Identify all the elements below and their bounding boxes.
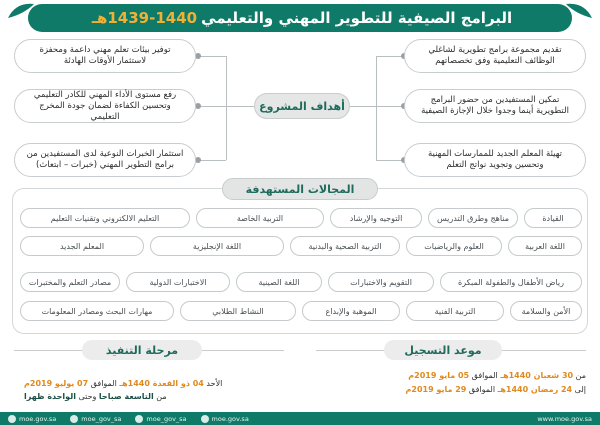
execution-title: مرحلة التنفيذ [82, 340, 202, 360]
registration-end-greg: 29 مايو 2019م [405, 385, 467, 394]
execution-from-label: من [156, 392, 167, 401]
objective-left-1: توفير بيئات تعلم مهني داعمة ومحفزة لاستثمار الأوقات الهادئة [14, 39, 196, 73]
registration-start-line [408, 370, 586, 381]
connector-line [226, 56, 227, 160]
field-chip: مناهج وطرق التدريس [428, 208, 518, 228]
field-chip: المعلم الجديد [20, 236, 144, 256]
field-chip: مهارات البحث ومصادر المعلومات [20, 301, 174, 321]
objective-left-2: رفع مستوى الأداء المهني للكادر التعليمي وتحسين الكفاءة لضمان جودة المخرج التعليمي [14, 89, 196, 123]
execution-time-line [24, 391, 167, 402]
twitter-icon [70, 415, 78, 423]
footer-site[interactable] [8, 415, 56, 423]
registration-start-hijri: 30 شعبان 1440هـ [500, 371, 574, 380]
fields-title: المجالات المستهدفة [222, 178, 378, 200]
registration-from-label: من [575, 371, 586, 380]
field-chip: الموهبة والإبداع [302, 301, 400, 321]
field-chip: اللغة العربية [508, 236, 582, 256]
field-chip: اللغة الإنجليزية [150, 236, 284, 256]
field-chip: التقويم والاختبارات [328, 272, 434, 292]
objective-left-3: استثمار الخبرات النوعية لدى المستفيدين من برامج التطوير المهني (خبرات – ابتعاث) [14, 143, 196, 177]
registration-end-line [406, 384, 586, 395]
title-main: البرامج الصيفية للتطوير المهني والتعليمي [201, 9, 513, 27]
registration-start-greg: 05 مايو 2019م [408, 371, 470, 380]
registration-end-mid: الموافق [468, 385, 496, 394]
registration-title: موعد التسجيل [384, 340, 502, 360]
footer-youtube[interactable] [201, 415, 249, 423]
field-chip: التعليم الالكتروني وتقنيات التعليم [20, 208, 190, 228]
objectives-hub-label: أهداف المشروع [254, 93, 350, 119]
field-chip: التربية الفنية [406, 301, 504, 321]
connector-line [376, 56, 404, 57]
field-chip: رياض الأطفال والطفولة المبكرة [440, 272, 582, 292]
connector-line [376, 160, 404, 161]
connector-line [198, 56, 226, 57]
execution-start-time: التاسعة صباحا [98, 392, 154, 401]
execution-hijri: 04 ذو القعدة 1440هـ [119, 379, 204, 388]
field-chip: التربية الخاصة [196, 208, 324, 228]
field-chip: النشاط الطلابي [180, 301, 296, 321]
connector-line [198, 160, 226, 161]
field-chip: التوجيه والإرشاد [330, 208, 422, 228]
connector-line [350, 106, 406, 107]
connector-line [376, 56, 377, 160]
footer-website[interactable]: www.moe.gov.sa [537, 414, 592, 423]
footer-twitter[interactable] [70, 415, 121, 423]
field-chip: القيادة [524, 208, 582, 228]
footer-site-text: moe.gov.sa [19, 414, 57, 423]
field-chip: اللغة الصينية [236, 272, 322, 292]
facebook-icon [135, 415, 143, 423]
registration-end-hijri: 24 رمضان 1440هـ [497, 385, 573, 394]
execution-until-label: وحتى [78, 392, 97, 401]
globe-icon [8, 415, 16, 423]
execution-date-line [24, 378, 222, 389]
execution-mid: الموافق [90, 379, 117, 388]
page-title [28, 4, 572, 32]
footer-youtube-text: moe.gov.sa [211, 414, 249, 423]
field-chip: الاختبارات الدولية [126, 272, 230, 292]
field-chip: مصادر التعلم والمختبرات [20, 272, 120, 292]
footer-facebook[interactable] [135, 415, 186, 423]
field-chip: التربية الصحية والبدنية [290, 236, 400, 256]
objective-right-2: تمكين المستفيدين من حضور البرامج التطويرية أينما وجدوا خلال الإجازة الصيفية [404, 89, 586, 123]
field-chip: العلوم والرياضيات [406, 236, 502, 256]
execution-end-time: الواحدة ظهرا [24, 392, 76, 401]
registration-start-mid: الموافق [471, 371, 498, 380]
footer-bar [0, 412, 600, 425]
execution-greg: 07 يوليو 2019م [24, 379, 89, 388]
footer-twitter-text: moe_gov_sa [81, 414, 122, 423]
footer-facebook-text: moe_gov_sa [146, 414, 187, 423]
registration-to-label: إلى [574, 385, 586, 394]
objective-right-1: تقديم مجموعة برامج تطويرية لشاغلي الوظائف التعليمية وفق تخصصاتهم [404, 39, 586, 73]
youtube-icon [201, 415, 209, 423]
execution-day-label: الأحد [206, 379, 223, 388]
objective-right-3: تهيئة المعلم الجديد للممارسات المهنية وتحسين وتجويد نواتج التعلم [404, 143, 586, 177]
field-chip: الأمن والسلامة [510, 301, 582, 321]
title-year: 1439-1440هـ [91, 9, 198, 27]
